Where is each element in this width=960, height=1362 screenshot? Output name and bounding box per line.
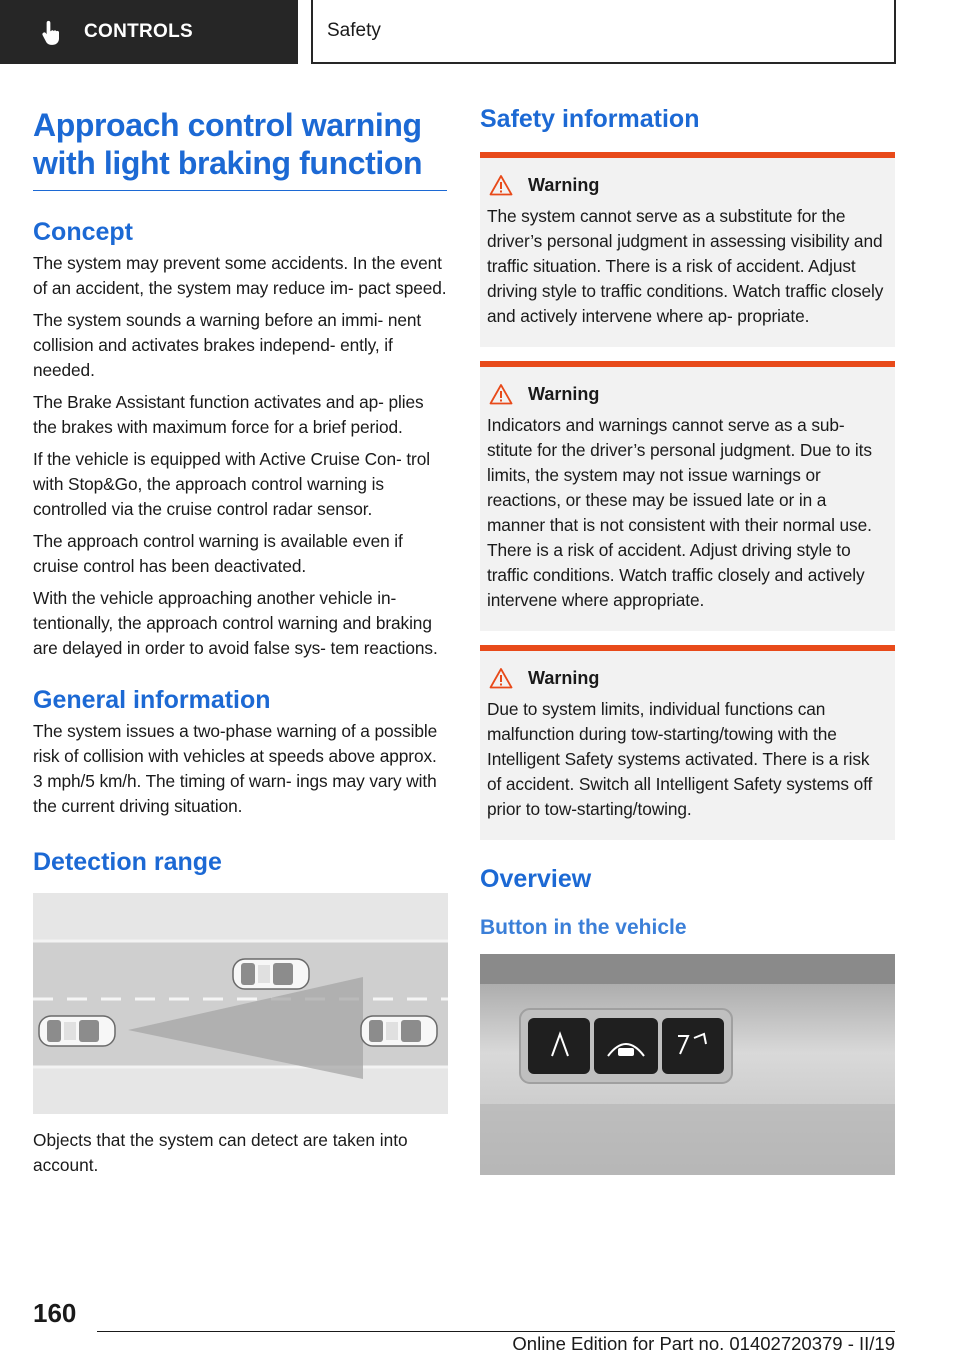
warning-text: The system cannot serve as a substitute for the driver’s personal judgment in assessing visibility and traffic situation. There is a risk of accident. Adjust driving style to traffic conditions. Watch traffic closely and actively intervene where ap‐ propriate. [487,206,884,326]
chapter-label: CONTROLS [84,21,194,42]
warning-box [480,361,895,631]
right-column [480,96,895,1175]
own-vehicle [361,1016,437,1046]
button-in-vehicle-heading: Button in the vehicle [480,916,687,939]
edition-note: Online Edition for Part no. 01402720379 - II/19 [512,1333,895,1354]
concept-paragraph: With the vehicle approaching another vehicle in‐ tentionally, the approach control warning and braking are delayed in order to avoid false sys‐ tem reactions. [33,588,438,658]
warning-box [480,152,895,347]
concept-paragraph: If the vehicle is equipped with Active Cruise Con‐ trol with Stop&Go, the approach control warning is controlled via the cruise control radar sensor. [33,449,430,519]
concept-paragraph: The Brake Assistant function activates and ap‐ plies the brakes with maximum force for a brief period. [33,392,424,437]
page-title: Approach control warning with light braking function [33,106,447,191]
concept-heading: Concept [33,218,133,246]
warning-triangle-icon [489,667,513,689]
general-information-paragraph: The system issues a two-phase warning of a possible risk of collision with vehicles at speeds above approx. 3 mph/5 km/h. The timing of warn‐ ings may vary with the current driving situation. [33,721,438,816]
overview-heading: Overview [480,865,592,893]
button-panel-photo [480,954,895,1175]
warning-triangle-icon [489,174,513,196]
warning-box [480,645,895,840]
button-row [528,1018,724,1074]
concept-paragraph: The approach control warning is available even if cruise control has been deactivated. [33,531,403,576]
warning-text: Indicators and warnings cannot serve as a sub‐ stitute for the driver’s personal judgment. Due to its limits, the system may not issue warnings or reactions, or these may be issued late or in a manner that is not consistent with their normal use. There is a risk of accident. Adjust driving style to traffic conditions. Watch traffic closely and actively intervene where appropriate. [487,415,872,610]
detection-range-heading: Detection range [33,848,222,876]
footer-divider [97,1331,895,1332]
general-information-heading: General information [33,686,271,714]
warning-triangle-icon [489,383,513,405]
warning-label: Warning [528,667,600,688]
vehicle-left [39,1016,115,1046]
section-label: Safety [311,0,896,64]
chapter-tab [0,0,298,64]
vehicle-ahead [233,959,309,989]
detection-range-illustration [33,893,448,1114]
warning-text: Due to system limits, individual functions can malfunction during tow-starting/towing with the Intelligent Safety systems activated. There is a risk of accident. Switch all Intelligent Safety systems off prior to tow-starting/towing. [487,699,873,819]
warning-label: Warning [528,383,600,404]
page-number: 160 [33,1298,77,1328]
concept-paragraph: The system may prevent some accidents. In the event of an accident, the system may reduce im‐ pact speed. [33,253,447,298]
warning-label: Warning [528,174,600,195]
left-column [33,96,447,1178]
concept-paragraph: The system sounds a warning before an immi‐ nent collision and activates brakes independ‐ ently, if needed. [33,310,422,380]
pointing-hand-icon [38,18,66,46]
safety-information-heading: Safety information [480,105,700,133]
figure-caption: Objects that the system can detect are taken into account. [33,1130,408,1175]
